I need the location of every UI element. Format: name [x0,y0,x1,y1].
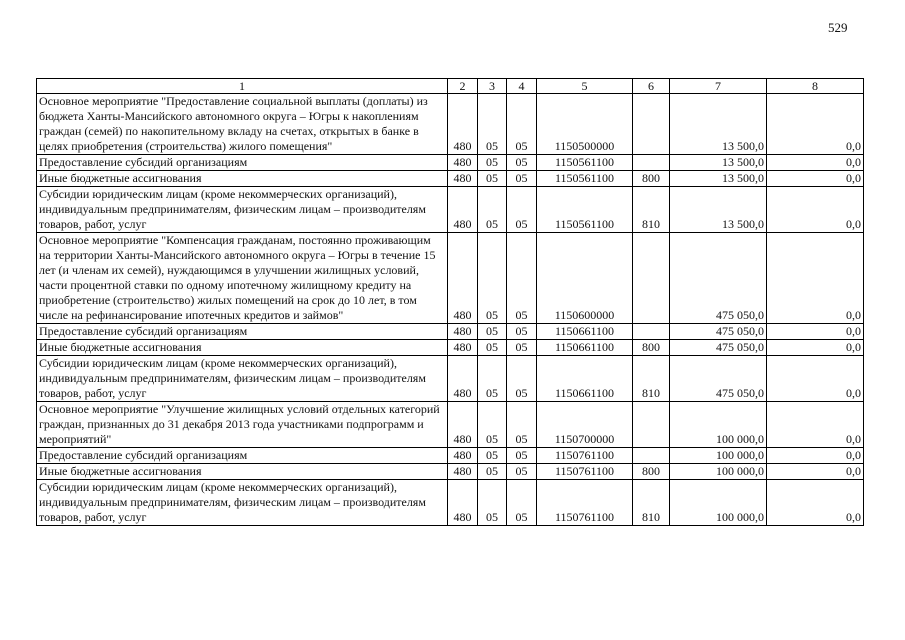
cell-target: 1150500000 [537,94,633,155]
cell-expense-type: 800 [633,340,670,356]
cell-target: 1150661100 [537,324,633,340]
cell-amount-2: 0,0 [767,464,864,480]
cell-amount: 475 050,0 [670,233,767,324]
row-name: Предоставление субсидий организациям [37,448,448,464]
cell-amount: 100 000,0 [670,402,767,448]
cell-subsection: 05 [507,356,537,402]
cell-amount-2: 0,0 [767,187,864,233]
cell-amount-2: 0,0 [767,402,864,448]
column-header: 6 [633,79,670,94]
cell-amount: 100 000,0 [670,464,767,480]
cell-code: 480 [448,94,478,155]
cell-section: 05 [478,187,507,233]
cell-subsection: 05 [507,233,537,324]
row-name: Субсидии юридическим лицам (кроме некоммерческих организаций), индивидуальным предпринимателям, физическим лицам – производителям товаров, работ, услуг [37,480,448,526]
table-row [37,324,864,340]
row-name: Иные бюджетные ассигнования [37,464,448,480]
row-name: Субсидии юридическим лицам (кроме некоммерческих организаций), индивидуальным предпринимателям, физическим лицам – производителям товаров, работ, услуг [37,356,448,402]
cell-amount-2: 0,0 [767,233,864,324]
cell-amount: 475 050,0 [670,324,767,340]
cell-subsection: 05 [507,155,537,171]
cell-amount-2: 0,0 [767,356,864,402]
row-name: Предоставление субсидий организациям [37,324,448,340]
column-header: 5 [537,79,633,94]
cell-amount: 475 050,0 [670,356,767,402]
cell-subsection: 05 [507,464,537,480]
row-name: Основное мероприятие "Предоставление социальной выплаты (доплаты) из бюджета Ханты-Мансийского автономного округа – Югры к накоплениям граждан (семей) по накопительному вкладу на счетах, открытых в банке в целях приобретения (строительства) жилого помещения" [37,94,448,155]
cell-amount: 13 500,0 [670,155,767,171]
table-row [37,402,864,448]
table-row [37,171,864,187]
cell-amount-2: 0,0 [767,94,864,155]
cell-section: 05 [478,94,507,155]
cell-code: 480 [448,480,478,526]
cell-code: 480 [448,233,478,324]
row-name: Иные бюджетные ассигнования [37,340,448,356]
cell-subsection: 05 [507,324,537,340]
cell-expense-type [633,233,670,324]
cell-expense-type: 810 [633,480,670,526]
cell-code: 480 [448,464,478,480]
row-name: Субсидии юридическим лицам (кроме некоммерческих организаций), индивидуальным предпринимателям, физическим лицам – производителям товаров, работ, услуг [37,187,448,233]
cell-subsection: 05 [507,187,537,233]
row-name: Иные бюджетные ассигнования [37,171,448,187]
column-header: 1 [37,79,448,94]
cell-section: 05 [478,402,507,448]
cell-code: 480 [448,340,478,356]
cell-subsection: 05 [507,402,537,448]
cell-expense-type: 800 [633,464,670,480]
cell-section: 05 [478,171,507,187]
column-header: 7 [670,79,767,94]
cell-code: 480 [448,171,478,187]
cell-amount-2: 0,0 [767,448,864,464]
column-header: 4 [507,79,537,94]
column-header: 3 [478,79,507,94]
cell-target: 1150561100 [537,155,633,171]
cell-amount-2: 0,0 [767,171,864,187]
cell-subsection: 05 [507,94,537,155]
cell-section: 05 [478,356,507,402]
cell-section: 05 [478,340,507,356]
cell-code: 480 [448,356,478,402]
cell-code: 480 [448,402,478,448]
cell-code: 480 [448,155,478,171]
cell-subsection: 05 [507,448,537,464]
cell-amount: 475 050,0 [670,340,767,356]
table-row [37,356,864,402]
table-header-row [37,79,864,94]
column-header: 2 [448,79,478,94]
cell-section: 05 [478,448,507,464]
cell-target: 1150661100 [537,356,633,402]
row-name: Предоставление субсидий организациям [37,155,448,171]
cell-target: 1150761100 [537,464,633,480]
cell-expense-type [633,155,670,171]
cell-amount-2: 0,0 [767,340,864,356]
table-row [37,94,864,155]
cell-amount: 100 000,0 [670,480,767,526]
table-row [37,233,864,324]
cell-amount: 100 000,0 [670,448,767,464]
cell-expense-type [633,448,670,464]
cell-section: 05 [478,464,507,480]
cell-target: 1150761100 [537,480,633,526]
cell-expense-type: 810 [633,187,670,233]
cell-amount: 13 500,0 [670,171,767,187]
cell-amount: 13 500,0 [670,94,767,155]
cell-expense-type [633,94,670,155]
cell-amount: 13 500,0 [670,187,767,233]
table-row [37,480,864,526]
cell-target: 1150700000 [537,402,633,448]
table-row [37,187,864,233]
cell-section: 05 [478,233,507,324]
cell-amount-2: 0,0 [767,480,864,526]
cell-code: 480 [448,448,478,464]
column-header: 8 [767,79,864,94]
cell-section: 05 [478,480,507,526]
table-row [37,464,864,480]
cell-subsection: 05 [507,171,537,187]
cell-section: 05 [478,155,507,171]
row-name: Основное мероприятие "Компенсация гражданам, постоянно проживающим на территории Ханты-Мансийского автономного округа – Югры в течение 15 лет (и членам их семей), нуждающимся в улучшении жилищных условий, части процентной ставки по одному ипотечному жилищному кредиту на приобретение (строительство) жилых помещений на срок до 10 лет, в том числе на рефинансирование ипотечных кредитов и займов" [37,233,448,324]
row-name: Основное мероприятие "Улучшение жилищных условий отдельных категорий граждан, признанных до 31 декабря 2013 года участниками подпрограмм и мероприятий" [37,402,448,448]
cell-section: 05 [478,324,507,340]
cell-target: 1150761100 [537,448,633,464]
table-row [37,448,864,464]
table-row [37,155,864,171]
cell-subsection: 05 [507,480,537,526]
cell-expense-type: 800 [633,171,670,187]
cell-expense-type [633,402,670,448]
cell-expense-type: 810 [633,356,670,402]
cell-target: 1150600000 [537,233,633,324]
cell-amount-2: 0,0 [767,155,864,171]
cell-code: 480 [448,324,478,340]
cell-target: 1150561100 [537,187,633,233]
cell-expense-type [633,324,670,340]
budget-table [36,78,864,526]
cell-target: 1150661100 [537,340,633,356]
page-number: 529 [828,20,848,35]
table-row [37,340,864,356]
cell-code: 480 [448,187,478,233]
cell-target: 1150561100 [537,171,633,187]
cell-subsection: 05 [507,340,537,356]
cell-amount-2: 0,0 [767,324,864,340]
